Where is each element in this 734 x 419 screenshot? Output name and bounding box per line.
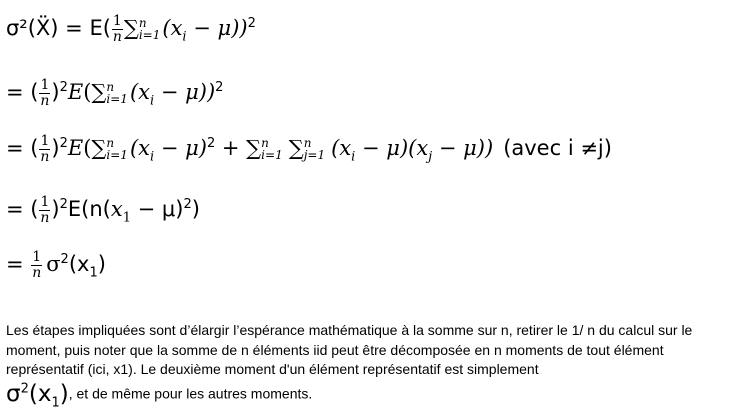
eq5-sigma-pow: 2 xyxy=(60,252,69,268)
eq1-body-sub: i xyxy=(182,29,187,45)
eq3-note: (avec i ≠j) xyxy=(503,136,612,161)
eq1-sum-limits: n i=1 xyxy=(138,16,161,43)
eq1-power: 2 xyxy=(247,16,256,32)
eq3-body2-rest: − μ)) xyxy=(432,136,494,161)
eq3-expect: E xyxy=(67,136,84,161)
eq2-power: 2 xyxy=(59,80,68,96)
eq5-sigma: σ xyxy=(46,252,61,277)
eq2-mid: ) xyxy=(51,80,60,105)
eq3-sum3-limits: n j=1 xyxy=(303,136,326,163)
explanation-paragraph xyxy=(6,321,730,413)
eq3-body1-pow: 2 xyxy=(206,136,216,152)
eq3-power: 2 xyxy=(59,136,68,152)
eq3-sum1-limits: n i=1 xyxy=(106,136,128,163)
eq5-arg: (x xyxy=(68,252,90,277)
eq3-body1-rest: − μ) xyxy=(154,136,207,161)
eq1-body: (x xyxy=(162,16,183,41)
eq3-body2-mid: − μ)(x xyxy=(355,136,429,161)
eq4-power: 2 xyxy=(59,197,68,213)
eq2-body-rest: − μ)) xyxy=(154,80,216,105)
eq5-arg-close: ) xyxy=(97,252,106,277)
eq4-mid: ) xyxy=(51,197,60,222)
eq3-body1: (x xyxy=(129,136,150,161)
eq2-fraction: $\frac{1}{n}$ xyxy=(40,77,50,109)
equation-line-5 xyxy=(6,250,106,280)
eq5-prefix: = xyxy=(6,252,31,277)
eq4-rest-pow: 2 xyxy=(183,197,192,213)
eq4-var-sub: 1 xyxy=(122,210,131,226)
equation-line-3 xyxy=(6,134,612,164)
eq3-body2: (x xyxy=(331,136,352,161)
eq5-arg-sub: 1 xyxy=(89,265,98,281)
eq4-var: x xyxy=(110,197,123,222)
equation-line-2 xyxy=(6,78,223,108)
eq5-fraction: $\frac{1}{n}$ xyxy=(32,249,42,281)
eq3-body2-sub: i xyxy=(351,149,356,165)
eq3-plus-sum: + ∑ xyxy=(215,136,262,161)
eq2-power2: 2 xyxy=(215,80,224,96)
eq3-open: (∑ xyxy=(83,136,107,161)
paragraph-tail: , et de même pour les autres moments. xyxy=(68,385,313,402)
eq2-body-sub: i xyxy=(149,93,155,109)
eq3-prefix: = ( xyxy=(6,136,39,161)
eq2-expect: E xyxy=(67,80,84,105)
eq3-body2-sub2: j xyxy=(428,149,433,165)
eq4-prefix: = ( xyxy=(6,197,39,222)
eq3-mid: ) xyxy=(51,136,60,161)
paragraph-sigma-expression: $\sigma^2(x_1)$ xyxy=(6,381,69,411)
eq1-fraction: $\frac{1}{n}$ xyxy=(112,13,122,45)
eq2-prefix: = ( xyxy=(6,80,39,105)
paragraph-text: Les étapes impliquées sont d’élargir l’espérance mathématique à la somme sur n, retirer le 1/ n du calcul sur le moment, puis noter que la somme de n éléments iid peut être décomposée en n moments de tout élément représentatif (ici, x1). Le deuxième moment d'un élément représentatif est simplement xyxy=(6,322,693,377)
eq3-sum2-limits: n i=1 xyxy=(261,136,283,163)
eq4-close: ) xyxy=(191,197,200,222)
eq2-sum-limits: n i=1 xyxy=(106,80,128,107)
eq1-sum: ∑ xyxy=(123,16,139,41)
eq1-body-rest: − μ)) xyxy=(186,16,248,41)
eq3-fraction: $\frac{1}{n}$ xyxy=(40,133,50,165)
eq1-lhs: σ²(Ẍ) = E( xyxy=(6,16,111,41)
eq4-text: E(n( xyxy=(67,197,111,222)
eq4-fraction: $\frac{1}{n}$ xyxy=(40,194,50,226)
eq4-rest: − μ) xyxy=(130,197,184,222)
eq3-sum3: ∑ xyxy=(288,136,304,161)
eq2-open: (∑ xyxy=(83,80,107,105)
eq2-body: (x xyxy=(129,80,150,105)
equation-line-1 xyxy=(6,14,256,44)
equation-line-4 xyxy=(6,195,200,225)
eq3-body1-sub: i xyxy=(149,149,155,165)
